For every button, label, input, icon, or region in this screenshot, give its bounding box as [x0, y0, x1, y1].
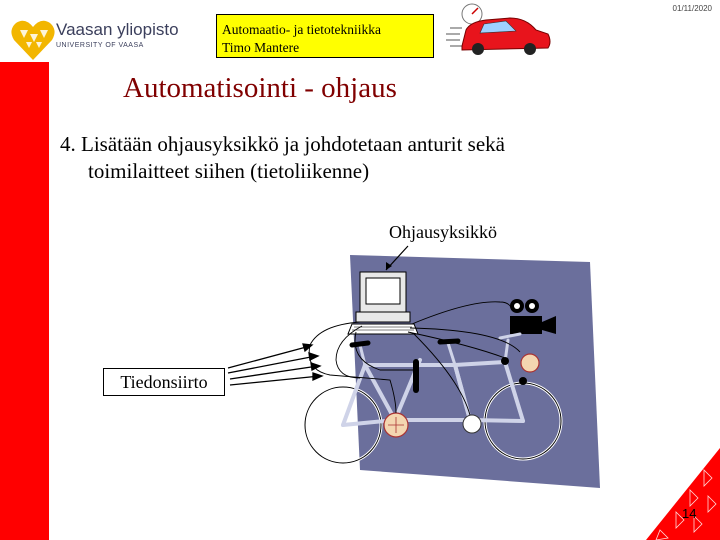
bullet-point: [60, 131, 680, 185]
university-name: Vaasan yliopisto: [56, 20, 179, 39]
slide-title: Automatisointi - ohjaus: [123, 72, 397, 104]
car-icon: [446, 4, 550, 55]
bullet-line-2: toimilaitteet siihen (tietoliikenne): [88, 159, 370, 183]
control-unit-label: Ohjausyksikkö: [389, 222, 497, 242]
slide-date: 01/11/2020: [672, 4, 712, 13]
page-number: 14: [682, 506, 697, 521]
author-name: Timo Mantere: [222, 40, 300, 55]
bullet-line-1: 4. Lisätään ohjausyksikkö ja johdotetaan anturit sekä: [60, 132, 505, 156]
data-transfer-label: Tiedonsiirto: [103, 368, 225, 396]
course-name: Automaatio- ja tietotekniikka: [222, 22, 381, 37]
data-transfer-arrows: [228, 344, 322, 385]
university-subtitle: UNIVERSITY OF VAASA: [56, 42, 144, 49]
corner-decoration: [646, 448, 720, 540]
university-logo-icon: [11, 21, 54, 60]
